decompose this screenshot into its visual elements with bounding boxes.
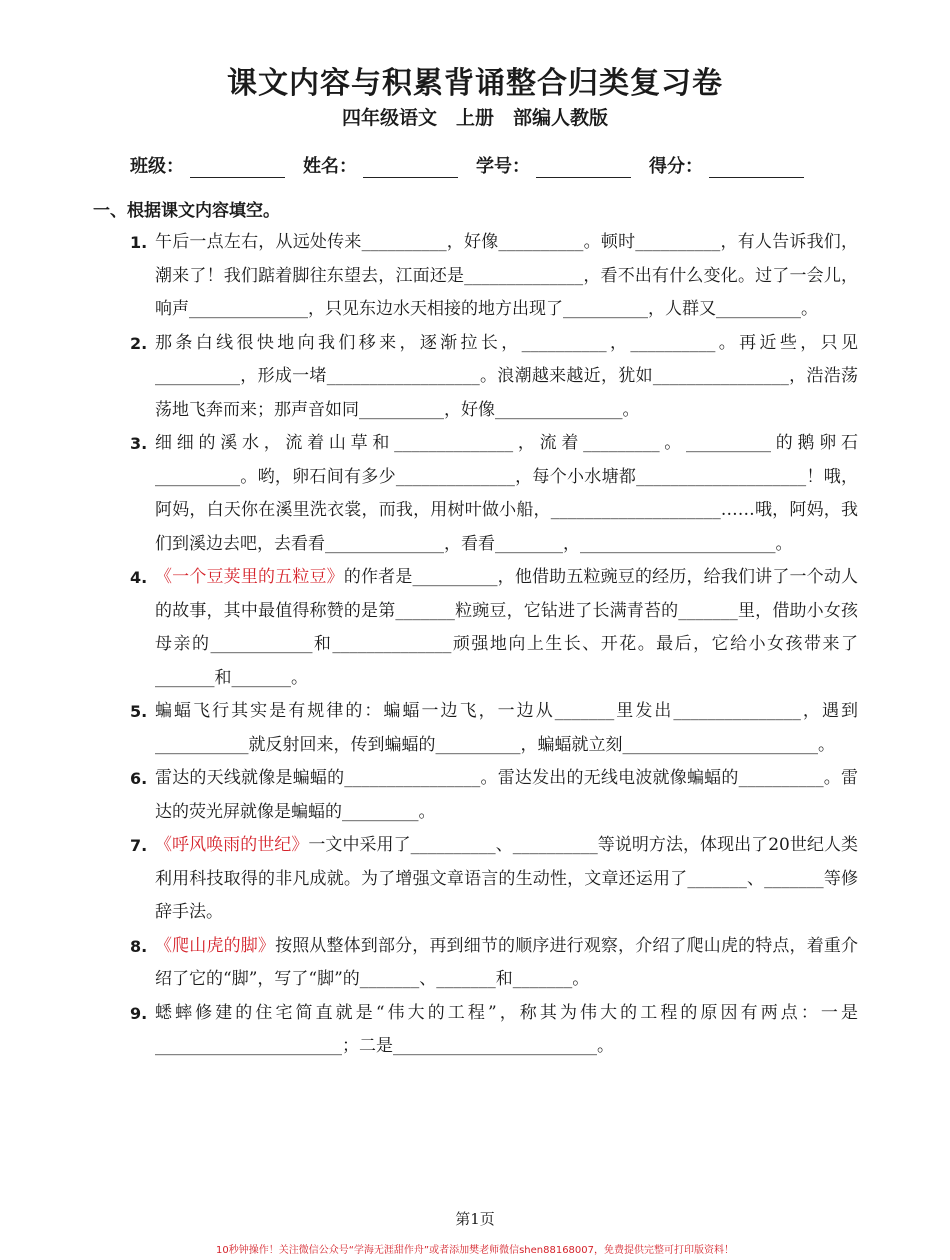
question-text: 午后一点左右，从远处传来__________，好像__________。顿时__________，有人告诉我们，潮来了！我们踮着脚往东望去，江面还是______________，看不出有什么变化。过了一会儿，响声______________，只见东边水天相接的地方出现了__________，人群又__________。 [155, 232, 858, 319]
student-info-row [130, 152, 820, 178]
question-4 [130, 561, 858, 695]
question-number: 5. [130, 702, 148, 721]
page-number: 第1页 [455, 1210, 495, 1228]
id-field [476, 152, 631, 178]
question-text: 那条白线很快地向我们移来，逐渐拉长，__________，__________。再近些，只见__________，形成一堵__________________。浪潮越来越近，犹如________________，浩浩荡荡地飞奔而来；那声音如同__________，好像_______________。 [155, 332, 858, 420]
story-title: 《爬山虎的脚》 [155, 935, 276, 956]
story-title: 《呼风唤雨的世纪》 [155, 835, 309, 855]
name-label: 姓名： [303, 156, 357, 177]
question-text: 一文中采用了__________、__________等说明方法，体现出了20世纪人类利用科技取得的非凡成就。为了增强文章语言的生动性，文章还运用了_______、_______等修辞手法。 [155, 835, 858, 922]
question-number: 6. [130, 769, 148, 788]
question-text-wrapper [155, 930, 858, 997]
question-5 [130, 695, 858, 762]
class-label: 班级： [130, 156, 184, 177]
question-1 [130, 226, 858, 327]
question-text: 蝙蝠飞行其实是有规律的：蝙蝠一边飞，一边从_______里发出_______________，遇到___________就反射回来，传到蝙蝠的__________，蝙蝠就立刻_______________________。 [155, 701, 858, 755]
question-9 [130, 997, 858, 1064]
promo-banner: 10秒钟操作！关注微信公众号“学海无涯甜作舟”或者添加樊老师微信shen88168007，免费提供完整可打印版资料！ [215, 1245, 735, 1256]
score-blank[interactable] [709, 159, 804, 178]
question-text-wrapper [155, 561, 858, 695]
page-title: 课文内容与积累背诵整合归类复习卷 [227, 66, 723, 101]
score-label: 得分： [649, 156, 703, 177]
question-3 [130, 427, 858, 561]
question-number: 7. [130, 836, 148, 855]
question-6 [130, 762, 858, 829]
question-2 [130, 327, 858, 428]
class-field [130, 152, 285, 178]
question-text: 细细的溪水，流着山草和______________，流着_________。__________的鹅卵石__________。哟，卵石间有多少______________，每个小水塘都____________________！哦，阿妈，白天你在溪里洗衣裳，而我，用树叶做小船，____________________……哦，阿妈，我们到溪边去吧，去看看______________，看看________，_______________________。 [155, 433, 858, 554]
id-label: 学号： [476, 156, 530, 177]
question-7 [130, 829, 858, 930]
name-field [303, 152, 458, 178]
name-blank[interactable] [363, 159, 458, 178]
question-8 [130, 930, 858, 997]
page-subtitle: 四年级语文 上册 部编人教版 [341, 107, 608, 129]
question-text: 按照从整体到部分，再到细节的顺序进行观察，介绍了爬山虎的特点，着重介绍了它的“脚”，写了“脚”的_______、_______和_______。 [155, 935, 859, 989]
question-text: 的作者是__________，他借助五粒豌豆的经历，给我们讲了一个动人的故事，其中最值得称赞的是第_______粒豌豆，它钻进了长满青苔的_______里，借助小女孩母亲的____________和______________顽强地向上生长、开花。最后，它给小女孩带来了_______和_______。 [155, 567, 859, 688]
question-number: 4. [130, 568, 148, 587]
section-1-heading: 一、根据课文内容填空。 [93, 201, 280, 221]
question-number: 2. [130, 333, 148, 353]
question-number: 3. [130, 434, 148, 453]
question-text-wrapper [155, 829, 858, 930]
class-blank[interactable] [190, 159, 285, 178]
id-blank[interactable] [536, 159, 631, 178]
question-number: 9. [130, 1003, 148, 1023]
question-text: 蟋蟀修建的住宅简直就是“伟大的工程”，称其为伟大的工程的原因有两点：一是______________________；二是________________________。 [155, 1002, 858, 1056]
question-list [130, 226, 858, 1064]
score-field [649, 152, 804, 178]
question-number: 1. [130, 233, 148, 252]
question-text: 雷达的天线就像是蝙蝠的________________。雷达发出的无线电波就像蝙蝠的__________。雷达的荧光屏就像是蝙蝠的_________。 [155, 768, 858, 822]
question-number: 8. [130, 936, 148, 956]
story-title: 《一个豆荚里的五粒豆》 [155, 567, 344, 587]
